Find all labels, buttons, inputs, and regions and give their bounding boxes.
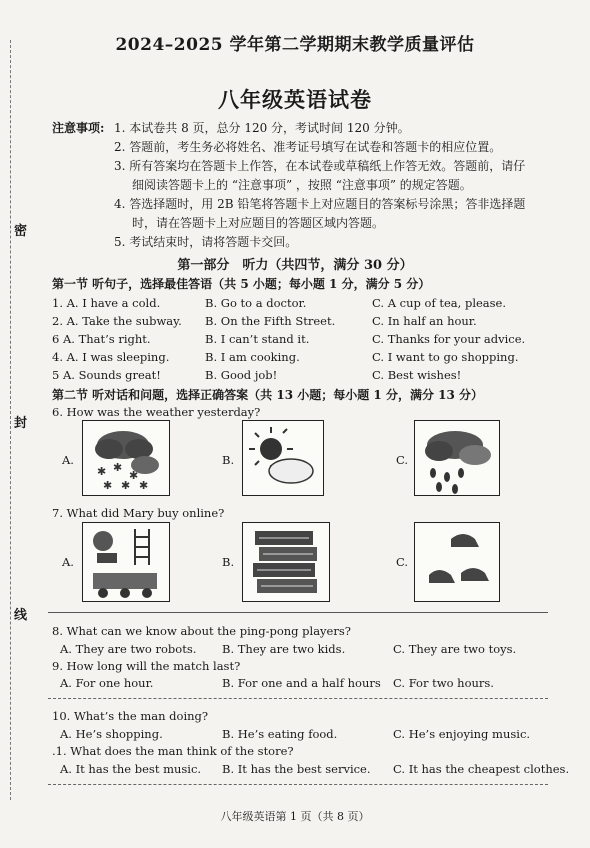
svg-text:✱: ✱ xyxy=(139,479,149,492)
q8-text: 8. What can we know about the ping-pong players? xyxy=(52,624,351,638)
part1-title: 第一部分 听力（共四节，满分 30 分） xyxy=(177,258,413,273)
notice-item-5: 5. 考试结束时，请将答题卡交回。 xyxy=(114,235,298,249)
q1-option-a: 1. A. I have a cold. xyxy=(52,296,161,310)
snow-cloud-icon xyxy=(83,421,169,495)
q9-option-b: B. For one and a half hours xyxy=(222,676,381,690)
q7-image-b xyxy=(242,522,330,602)
exam-subtitle: 八年级英语试卷 xyxy=(218,87,372,112)
caps-icon xyxy=(415,523,499,601)
divider xyxy=(48,612,548,613)
q7-image-c xyxy=(414,522,500,602)
q11-text: .1. What does the man think of the store? xyxy=(52,744,294,758)
page-footer: 八年级英语第 1 页（共 8 页） xyxy=(220,810,370,823)
notice-item-2: 2. 答题前，考生务必将姓名、准考证号填写在试卷和答题卡的相应位置。 xyxy=(114,140,502,154)
q9-text: 9. How long will the match last? xyxy=(52,659,241,673)
divider xyxy=(48,698,548,699)
q9-option-a: A. For one hour. xyxy=(60,676,154,690)
q8-option-c: C. They are two toys. xyxy=(393,642,517,656)
margin-mi: 密 xyxy=(14,224,28,239)
exam-title: 2024–2025 学年第二学期期末教学质量评估 xyxy=(115,35,475,55)
q4-option-a: 4. A. I was sleeping. xyxy=(52,350,170,364)
q8-option-b: B. They are two kids. xyxy=(222,642,346,656)
binding-line xyxy=(10,40,11,800)
svg-text:✱: ✱ xyxy=(113,461,123,474)
margin-feng: 封 xyxy=(14,416,28,431)
q6-label-c: C. xyxy=(396,453,409,467)
q5-option-a: 5 A. Sounds great! xyxy=(52,368,161,382)
q11-option-a: A. It has the best music. xyxy=(60,762,202,776)
q7-label-a: A. xyxy=(62,555,74,569)
q8-option-a: A. They are two robots. xyxy=(60,642,197,656)
margin-xian: 线 xyxy=(14,608,28,623)
q6-label-b: B. xyxy=(222,453,235,467)
books-icon xyxy=(243,523,329,601)
q7-label-b: B. xyxy=(222,555,235,569)
q6-image-b xyxy=(242,420,324,496)
q1-option-c: C. A cup of tea, please. xyxy=(372,296,507,310)
q3-option-b: B. I can’t stand it. xyxy=(205,332,310,346)
divider xyxy=(48,784,548,785)
q10-option-c: C. He’s enjoying music. xyxy=(393,727,531,741)
notice-item-3: 3. 所有答案均在答题卡上作答，在本试卷或草稿纸上作答无效。答题前，请仔 xyxy=(114,159,526,173)
q2-option-a: 2. A. Take the subway. xyxy=(52,314,182,328)
q6-image-c xyxy=(414,420,500,496)
notice-item-4b: 时，请在答题卡上对应题目的答题区域内答题。 xyxy=(132,216,385,230)
section1-title: 第一节 听句子，选择最佳答语（共 5 小题；每小题 1 分，满分 5 分） xyxy=(52,277,431,291)
svg-text:✱: ✱ xyxy=(129,469,139,482)
q5-option-c: C. Best wishes! xyxy=(372,368,462,382)
q10-text: 10. What’s the man doing? xyxy=(52,709,209,723)
q6-text: 6. How was the weather yesterday? xyxy=(52,405,261,419)
q7-image-a xyxy=(82,522,170,602)
q10-option-a: A. He’s shopping. xyxy=(60,727,163,741)
q11-option-b: B. It has the best service. xyxy=(222,762,371,776)
q3-option-c: C. Thanks for your advice. xyxy=(372,332,526,346)
notice-item-4: 4. 答选择题时，用 2B 铅笔将答题卡上对应题目的答案标号涂黑；答非选择题 xyxy=(114,197,526,211)
q3-option-a: 6 A. That’s right. xyxy=(52,332,151,346)
section2-title: 第二节 听对话和问题，选择正确答案（共 13 小题；每小题 1 分，满分 13 分） xyxy=(52,388,483,402)
q6-image-a xyxy=(82,420,170,496)
notice-label: 注意事项: xyxy=(52,121,105,135)
q4-option-c: C. I want to go shopping. xyxy=(372,350,519,364)
q5-option-b: B. Good job! xyxy=(205,368,278,382)
svg-text:✱: ✱ xyxy=(97,465,107,478)
svg-text:✱: ✱ xyxy=(103,479,113,492)
toys-icon xyxy=(83,523,169,601)
q7-label-c: C. xyxy=(396,555,409,569)
q11-option-c: C. It has the cheapest clothes. xyxy=(393,762,570,776)
sun-cloud-icon xyxy=(243,421,323,495)
q9-option-c: C. For two hours. xyxy=(393,676,494,690)
rain-cloud-icon xyxy=(415,421,499,495)
q10-option-b: B. He’s eating food. xyxy=(222,727,338,741)
q2-option-c: C. In half an hour. xyxy=(372,314,477,328)
notice-item-3b: 细阅读答题卡上的 “注意事项” ，按照 “注意事项” 的规定答题。 xyxy=(132,178,472,192)
q4-option-b: B. I am cooking. xyxy=(205,350,300,364)
q1-option-b: B. Go to a doctor. xyxy=(205,296,307,310)
q7-text: 7. What did Mary buy online? xyxy=(52,506,225,520)
q6-label-a: A. xyxy=(62,453,74,467)
svg-text:✱: ✱ xyxy=(121,479,131,492)
q2-option-b: B. On the Fifth Street. xyxy=(205,314,336,328)
notice-item-1: 1. 本试卷共 8 页，总分 120 分，考试时间 120 分钟。 xyxy=(114,121,410,135)
